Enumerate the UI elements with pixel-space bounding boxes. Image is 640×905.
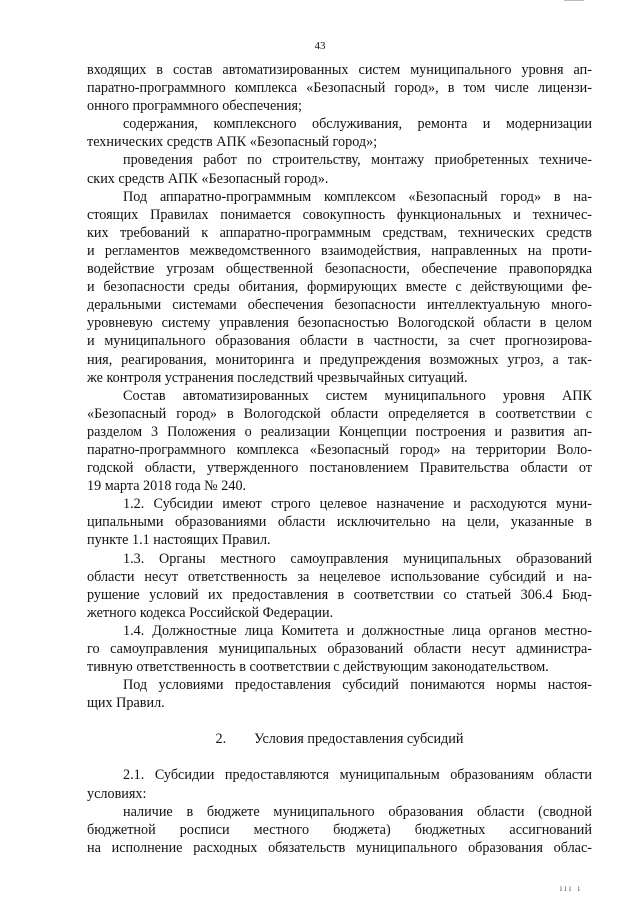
paragraph	[87, 766, 592, 802]
text-line: содержания, комплексного обслуживания, ремонта и модернизации	[123, 116, 592, 133]
text-line: и безопасности среды обитания, формирующих вместе с действующими фе-	[87, 279, 592, 296]
paragraph	[87, 622, 592, 676]
text-line: паратно-программного комплекса «Безопасный город», в том числе лицензи-	[87, 80, 592, 97]
text-line: разделом 3 Положения о реализации Концепции построения и развития ап-	[87, 423, 592, 440]
text-line: годской области, утвержденного постановлением Правительства области от	[87, 460, 592, 477]
paragraph	[87, 151, 592, 187]
text-line: Под условиями предоставления субсидий понимаются нормы настоя-	[123, 677, 592, 694]
scan-edge-mark	[564, 0, 584, 3]
text-line: водействие угрозам общественной безопасности, обеспечение правопорядка	[87, 261, 592, 278]
text-line: «Безопасный город» в Вологодской области определяется в соответствии с	[87, 405, 592, 422]
text-line: го самоуправления муниципальных образований области несут администра-	[87, 641, 592, 657]
text-line: 1.3. Органы местного самоуправления муниципальных образований	[123, 550, 592, 567]
blank-line	[87, 748, 592, 766]
blank-line	[87, 712, 592, 730]
text-line: Состав автоматизированных систем муниципального уровня АПК	[123, 387, 592, 404]
paragraph	[87, 803, 592, 857]
text-line: и муниципального образования области в частности, за счет прогнозирова-	[87, 333, 592, 350]
document-body	[87, 61, 592, 857]
text-line: онного программного обеспечения;	[87, 98, 302, 115]
text-line: 1.2. Субсидии имеют строго целевое назначение и расходуются муни-	[123, 496, 592, 513]
paragraph	[87, 188, 592, 387]
text-line: 19 марта 2018 года № 240.	[87, 478, 247, 495]
paragraph	[87, 115, 592, 151]
text-line: щих Правил.	[87, 695, 165, 712]
text-line: 2.1. Субсидии предоставляются муниципальным образованиям области	[123, 767, 592, 784]
text-line: деральными системами обеспечения безопасности интеллектуальную много-	[87, 297, 592, 314]
text-line: уровневую систему управления безопасностью Вологодской области в целом	[87, 315, 592, 332]
text-line: проведения работ по строительству, монтажу приобретенных техниче-	[123, 152, 592, 169]
text-line: Под аппаратно-программным комплексом «Безопасный город» в на-	[123, 188, 592, 205]
text-line: области несут ответственность за нецелевое использование субсидий и на-	[87, 568, 592, 585]
paragraph	[87, 676, 592, 712]
text-line: стоящих Правилах понимается совокупность функциональных и техничес-	[87, 206, 592, 223]
text-line: паратно-программного комплекса «Безопасный город» на территории Воло-	[87, 441, 592, 458]
text-line: ских средств АПК «Безопасный город».	[87, 170, 329, 187]
text-line: рушение условий их предоставления в соответствии со статьей 306.4 Бюд-	[87, 586, 592, 603]
text-line: входящих в состав автоматизированных систем муниципального уровня ап-	[87, 62, 592, 78]
text-line: бюджетной росписи местного бюджета) бюджетных ассигнований	[87, 821, 592, 838]
text-line: наличие в бюджете муниципального образования области (сводной	[123, 803, 592, 820]
text-line: же контроля устранения последствий чрезвычайных ситуаций.	[87, 369, 468, 386]
paragraph	[87, 550, 592, 622]
paragraph	[87, 387, 592, 496]
section-title: Условия предоставления субсидий	[254, 731, 464, 748]
text-line: жетного кодекса Российской Федерации.	[87, 604, 334, 621]
text-line: ких требований к аппаратно-программным средствам, технических средств	[87, 224, 592, 241]
scan-corner-mark: ııı ı	[559, 883, 582, 893]
page-number: 43	[314, 40, 326, 52]
text-line: тивную ответственность в соответствии с действующим законодательством.	[87, 659, 549, 676]
text-line: 1.4. Должностные лица Комитета и должностные лица органов местно-	[123, 622, 592, 639]
section-number: 2.	[215, 731, 227, 748]
text-line: ния, реагирования, мониторинга и предупреждения возможных угроз, а так-	[87, 351, 592, 368]
text-line: технических средств АПК «Безопасный город»;	[87, 134, 378, 151]
text-line: ципальными образованиями области исключительно на цели, указанные в	[87, 514, 592, 531]
section-heading	[87, 730, 592, 748]
text-line: на исполнение расходных обязательств муниципального образования облас-	[87, 839, 592, 856]
text-line: и регламентов межведомственного взаимодействия, направленных на проти-	[87, 242, 592, 259]
paragraph	[87, 495, 592, 549]
text-line: условиях:	[87, 785, 147, 802]
paragraph	[87, 61, 592, 115]
text-line: пункте 1.1 настоящих Правил.	[87, 532, 271, 549]
